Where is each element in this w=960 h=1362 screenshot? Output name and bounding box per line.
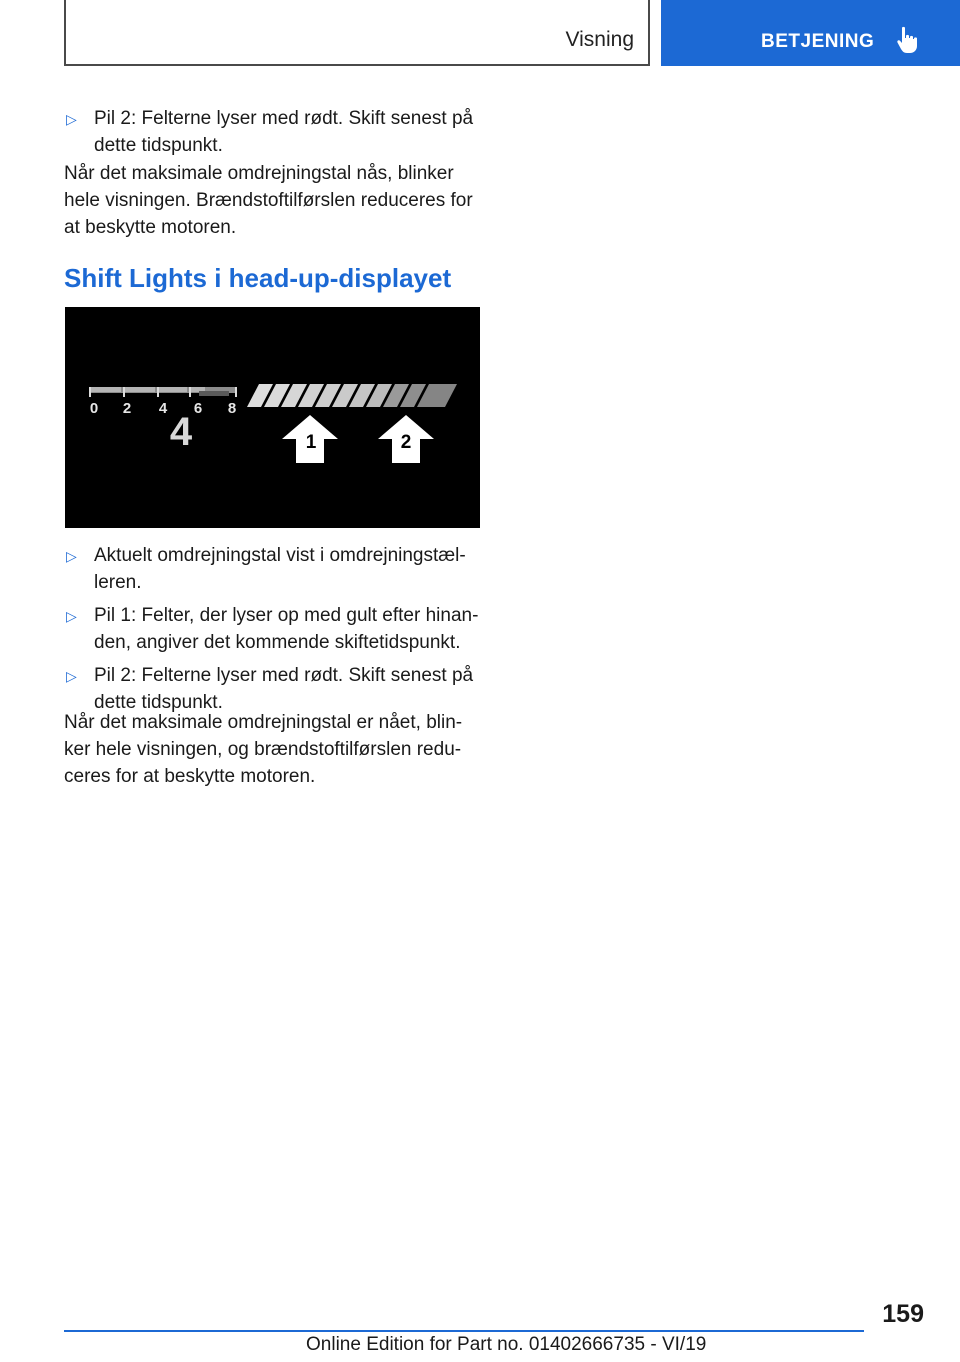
para-line: ceres for at beskytte motoren. bbox=[64, 766, 316, 787]
arrow-label: 1 bbox=[305, 432, 317, 453]
bullet-line: Pil 2: Felterne lyser med rødt. Skift senest på bbox=[94, 108, 474, 129]
list-item bbox=[64, 602, 480, 656]
header-chapter-tab bbox=[661, 0, 960, 66]
section-heading: Shift Lights i head-up-displayet bbox=[64, 263, 452, 293]
para-line: at beskytte motoren. bbox=[64, 217, 237, 238]
bullet-list bbox=[64, 542, 480, 716]
list-item bbox=[64, 662, 480, 716]
para-line: Når det maksimale omdrejningstal er nået, blin- bbox=[64, 712, 463, 733]
hud-shift-lights-figure bbox=[65, 307, 480, 528]
scale-label: 2 bbox=[122, 400, 132, 417]
para-line: Når det maksimale omdrejningstal nås, blinker bbox=[64, 163, 454, 184]
bullet-line: leren. bbox=[94, 572, 142, 593]
footer-divider bbox=[64, 1330, 864, 1332]
scale-label: 6 bbox=[193, 400, 203, 417]
header-section-box bbox=[64, 0, 650, 66]
paragraph-closing bbox=[64, 709, 480, 790]
scale-label: 8 bbox=[227, 400, 237, 417]
rpm-scale-bar bbox=[89, 387, 237, 397]
list-item bbox=[64, 542, 480, 596]
header-section-title: Visning bbox=[565, 28, 634, 51]
bullet-line: Pil 1: Felter, der lyser op med gult efter hinan- bbox=[94, 605, 479, 626]
pointing-hand-icon bbox=[895, 26, 921, 54]
para-line: hele visningen. Brændstoftilførslen reduceres for bbox=[64, 190, 473, 211]
arrow-label: 2 bbox=[400, 432, 412, 453]
header-chapter-title: BETJENING bbox=[761, 31, 875, 52]
scale-label: 4 bbox=[158, 400, 168, 417]
bullet-line: dette tidspunkt. bbox=[94, 692, 223, 713]
bullet-line: Pil 2: Felterne lyser med rødt. Skift senest på bbox=[94, 665, 474, 686]
paragraph-top bbox=[64, 160, 480, 241]
triangle-right-outline-icon: ▷ bbox=[66, 548, 77, 564]
triangle-right-outline-icon: ▷ bbox=[66, 111, 77, 127]
bullet-line: Aktuelt omdrejningstal vist i omdrejningstæl- bbox=[94, 545, 466, 566]
page-number: 159 bbox=[882, 1300, 924, 1328]
para-line: ker hele visningen, og brændstoftilførslen redu- bbox=[64, 739, 462, 760]
gear-indicator: 4 bbox=[169, 410, 193, 454]
triangle-right-outline-icon: ▷ bbox=[66, 608, 77, 624]
bullet-pil2-top bbox=[64, 105, 480, 159]
hud-illustration bbox=[65, 307, 480, 528]
bullet-line: den, angiver det kommende skiftetidspunkt. bbox=[94, 632, 461, 653]
footer-edition-text: Online Edition for Part no. 01402666735 - VI/19 bbox=[306, 1334, 707, 1355]
list-item bbox=[64, 105, 480, 159]
scale-label: 0 bbox=[89, 400, 99, 417]
triangle-right-outline-icon: ▷ bbox=[66, 668, 77, 684]
bullet-line: dette tidspunkt. bbox=[94, 135, 223, 156]
shift-light-fields bbox=[247, 384, 457, 407]
